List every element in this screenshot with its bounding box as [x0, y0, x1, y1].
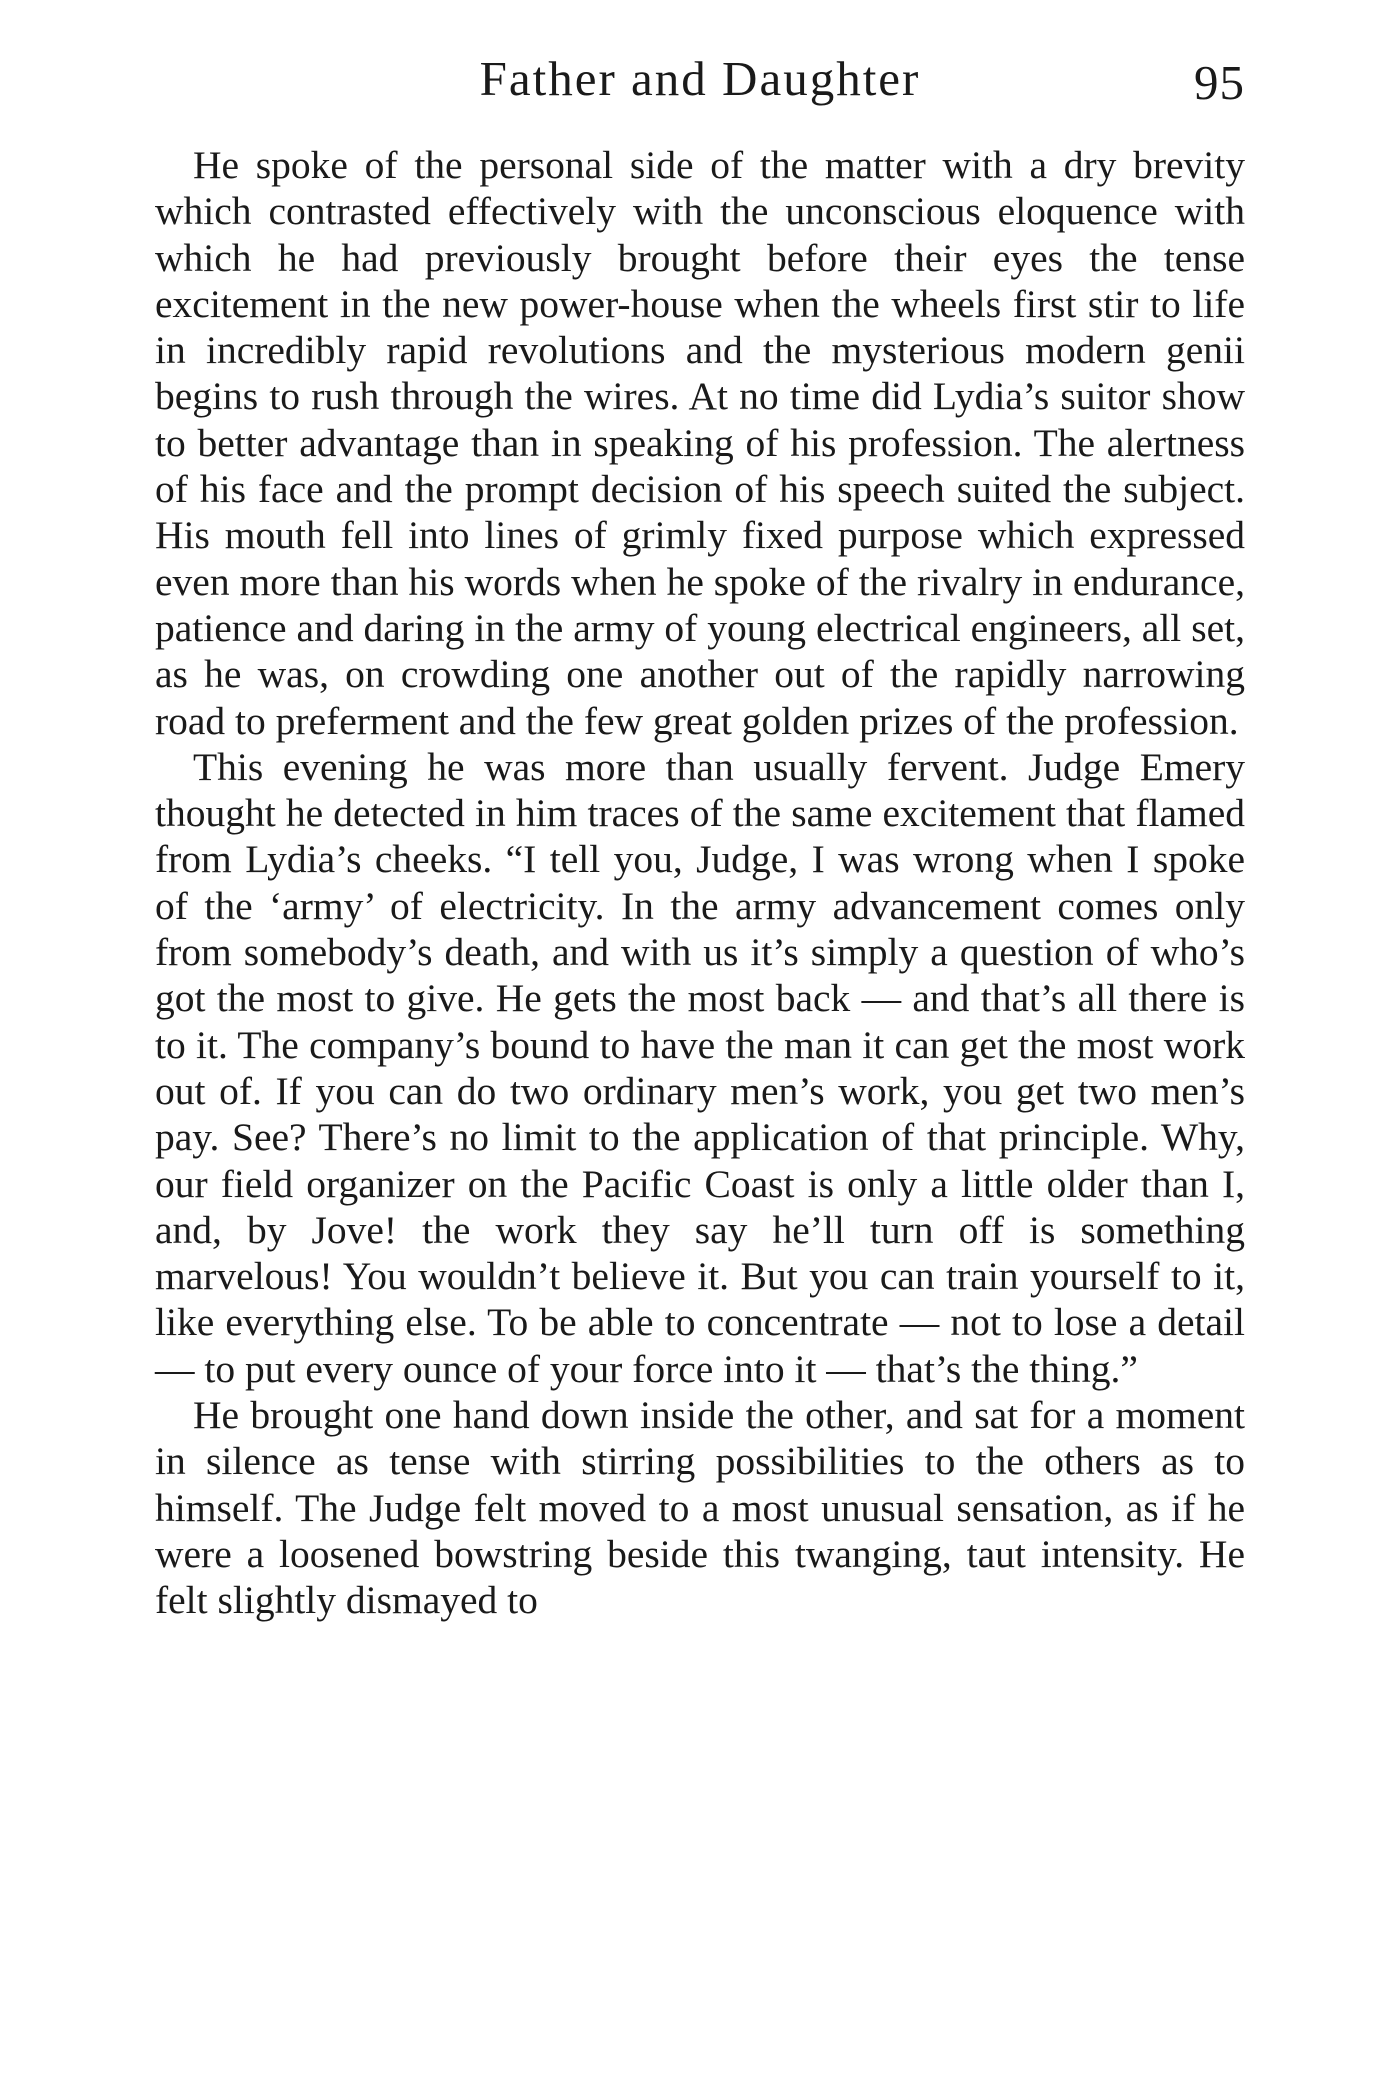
running-title: Father and Daughter	[479, 51, 921, 106]
page-header	[155, 40, 1245, 120]
paragraph: This evening he was more than usually fervent. Judge Emery thought he detected in him traces of the same excitement that flamed from Lydia’s cheeks. “I tell you, Judge, I was wrong when I spoke of the ‘army’ of electricity. In the army advancement comes only from somebody’s death, and with us it’s simply a question of who’s got the most to give. He gets the most back — and that’s all there is to it. The company’s bound to have the man it can get the most work out of. If you can do two ordinary men’s work, you get two men’s pay. See? There’s no limit to the application of that principle. Why, our field organizer on the Pacific Coast is only a little older than I, and, by Jove! the work they say he’ll turn off is something marvelous! You wouldn’t believe it. But you can train yourself to it, like everything else. To be able to concentrate — not to lose a detail — to put every ounce of your force into it — that’s the thing.”	[155, 744, 1245, 1391]
page-number: 95	[1194, 55, 1245, 110]
paragraph: He spoke of the personal side of the matter with a dry brevity which contrasted effectively with the unconscious eloquence with which he had previously brought before their eyes the tense excitement in the new power-house when the wheels first stir to life in incredibly rapid revolutions and the mysterious modern genii begins to rush through the wires. At no time did Lydia’s suitor show to better advantage than in speaking of his profession. The alertness of his face and the prompt decision of his speech suited the subject. His mouth fell into lines of grimly fixed purpose which expressed even more than his words when he spoke of the rivalry in endurance, patience and daring in the army of young electrical engineers, all set, as he was, on crowding one another out of the rapidly narrowing road to preferment and the few great golden prizes of the profession.	[155, 143, 1245, 743]
body-text	[155, 142, 1245, 1624]
paragraph: He brought one hand down inside the other, and sat for a moment in silence as tense with stirring possibilities to the others as to himself. The Judge felt moved to a most unusual sensation, as if he were a loosened bowstring beside this twanging, taut intensity. He felt slightly dismayed to	[155, 1393, 1245, 1623]
